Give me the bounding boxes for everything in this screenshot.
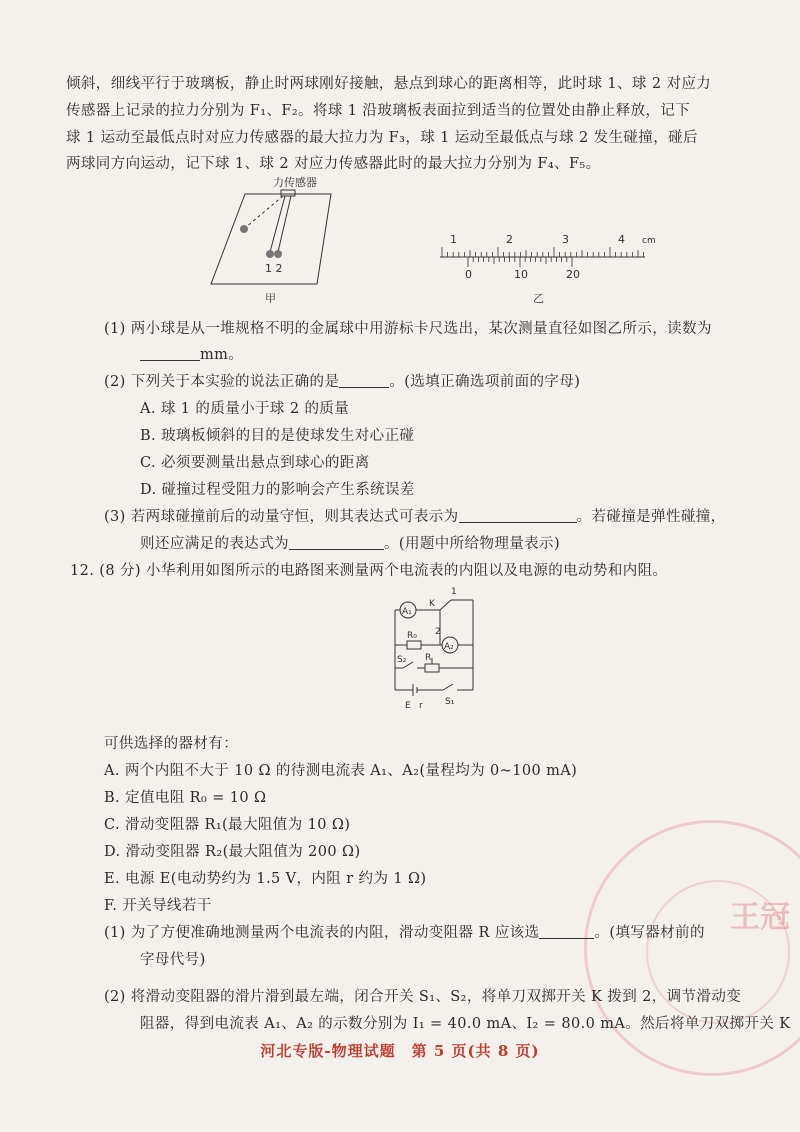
option-a: A. 球 1 的质量小于球 2 的质量 [140,401,350,417]
q1-line-2: mm。 [140,343,243,364]
main-scale-label-2: 2 [506,233,513,246]
equipment-a: A. 两个内阻不大于 10 Ω 的待测电流表 A₁、A₂(量程均为 0~100 mA) [104,763,578,779]
label-s2: S₂ [397,655,407,665]
label-s1: S₁ [445,697,455,707]
label-k: K [429,599,435,609]
page-footer: 河北专版-物理试题 第 5 页(共 8 页) [260,1042,540,1060]
main-scale-ticks [442,247,644,257]
q2-stem: (2) 下列关于本实验的说法正确的是 。(选填正确选项前面的字母) [104,374,581,390]
balls-label: 1 2 [265,262,283,275]
option-c: C. 必须要测量出悬点到球心的距离 [140,455,370,471]
sub2-line-1: (2) 将滑动变阻器的滑片滑到最左端，闭合开关 S₁、S₂，将单刀双掷开关 K 拨到 2，调节滑动变 [104,989,742,1005]
option-d: D. 碰撞过程受阻力的影响会产生系统误差 [140,482,415,498]
switch-k-blade [440,600,451,610]
equipment-e: E. 电源 E(电动势约为 1.5 V，内阻 r 约为 1 Ω) [104,871,427,887]
para-line-4: 两球同方向运动，记下球 1、球 2 对应力传感器此时的最大拉力分别为 F₄、F₅。 [66,156,601,172]
q3-line-1: (3) 若两球碰撞前后的动量守恒，则其表达式可表示为 。若碰撞是弹性碰撞， [104,509,726,525]
answer-blank-12-1[interactable] [539,924,594,939]
label-a2: A₂ [444,642,454,652]
option-b: B. 玻璃板倾斜的目的是使球发生对心正碰 [140,428,415,444]
main-scale-unit: cm [642,236,656,246]
sub1-line-2: 字母代号) [140,952,206,968]
ball-2 [274,250,282,258]
equipment-d: D. 滑动变阻器 R₂(最大阻值为 200 Ω) [104,844,361,860]
figure-jia [205,172,345,307]
label-r0: R₀ [407,631,417,641]
label-k-2: 2 [435,627,441,637]
force-sensor-label: 力传感器 [273,176,317,189]
label-r-internal: r [419,701,423,711]
vernier-label-0: 0 [465,268,472,281]
ball-1 [266,250,274,258]
q1-line-1: (1) 两小球是从一堆规格不明的金属球中用游标卡尺选出，某次测量直径如图乙所示，读数为 [104,321,712,337]
label-k-1: 1 [451,587,457,597]
answer-blank-q2[interactable] [339,373,389,388]
switch-s1-blade [443,684,453,690]
main-scale-label-3: 3 [562,233,569,246]
vernier-label-20: 20 [566,268,580,281]
vernier-scale-ticks [468,257,572,267]
sensor-box [281,190,295,196]
answer-blank-q1[interactable] [140,346,200,361]
figure-yi-vernier [430,230,660,310]
ball-1-raised [240,225,248,233]
circuit-diagram [385,580,495,715]
para-line-1: 倾斜，细线平行于玻璃板，静止时两球刚好接触，悬点到球心的距离相等，此时球 1、球 2 对应力 [66,76,712,92]
answer-blank-q3-b[interactable] [289,535,384,550]
sub1-line-1: (1) 为了方便准确地测量两个电流表的内阻，滑动变阻器 R 应该选 。(填写器材前的 [104,925,705,941]
caption-jia: 甲 [265,292,276,305]
label-r: R [425,653,432,663]
caption-yi: 乙 [533,292,544,305]
q12-stem: 12. (8 分) 小华利用如图所示的电路图来测量两个电流表的内阻以及电源的电动势和内阻。 [70,563,668,579]
para-line-3: 球 1 运动至最低点时对应力传感器的最大拉力为 F₃，球 1 运动至最低点与球 2 发生碰撞，碰后 [66,130,698,146]
rheostat-r [425,664,439,672]
para-line-2: 传感器上记录的拉力分别为 F₁、F₂。将球 1 沿玻璃板表面拉到适当的位置处由静止释放，记下 [66,103,691,119]
q3-line-2: 则还应满足的表达式为 。(用题中所给物理量表示) [140,536,561,552]
answer-blank-q3-a[interactable] [459,508,577,523]
equipment-heading: 可供选择的器材有： [104,736,239,752]
equipment-c: C. 滑动变阻器 R₁(最大阻值为 10 Ω) [104,817,351,833]
vernier-label-10: 10 [514,268,528,281]
resistor-r0 [407,641,421,649]
main-scale-label-1: 1 [450,233,457,246]
label-e: E [405,701,411,711]
equipment-b: B. 定值电阻 R₀ = 10 Ω [104,790,267,806]
sub2-line-2: 阻器，得到电流表 A₁、A₂ 的示数分别为 I₁ = 40.0 mA、I₂ = 80.0 mA。然后将单刀双掷开关 K [140,1016,791,1032]
equipment-f: F. 开关导线若干 [104,898,212,914]
main-scale-label-4: 4 [618,233,625,246]
watermark-stamp-text: 王冠 [730,900,790,935]
label-a1: A₁ [402,607,412,617]
